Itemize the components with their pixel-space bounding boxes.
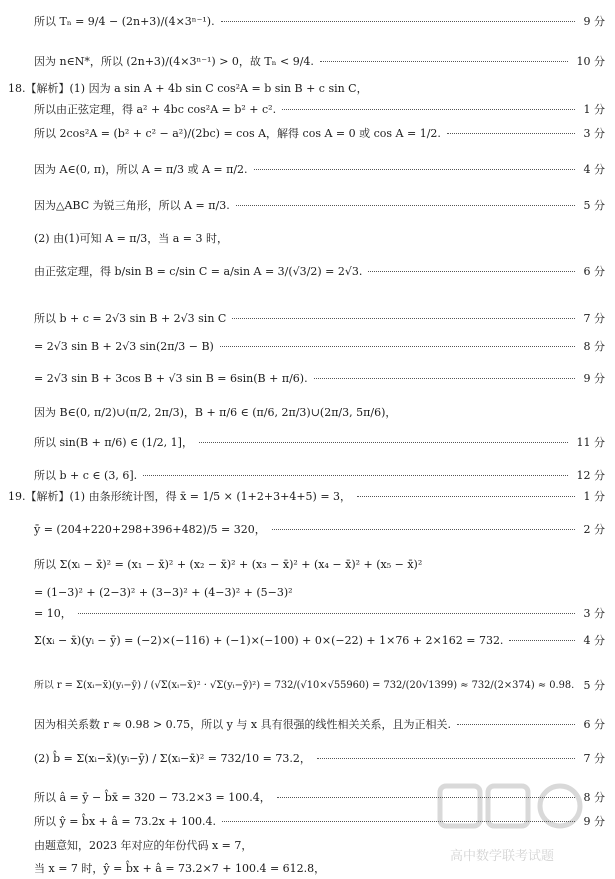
dot-leader bbox=[317, 758, 575, 759]
dot-leader bbox=[221, 21, 575, 22]
score-mark: 8 分 bbox=[583, 340, 605, 353]
line-text: (2) 由(1)可知 A = π/3，当 a = 3 时， bbox=[34, 232, 229, 245]
score-mark: 6 分 bbox=[583, 265, 605, 278]
line-text: = (1−3)² + (2−3)² + (3−3)² + (4−3)² + (5−3)² bbox=[34, 586, 293, 599]
dot-leader bbox=[78, 613, 575, 614]
score-mark: 3 分 bbox=[583, 127, 605, 140]
line-text: 因为 B∈(0, π/2)∪(π/2, 2π/3)，B + π/6 ∈ (π/6, 2π/3)∪(2π/3, 5π/6)， bbox=[34, 406, 397, 419]
solution-line bbox=[0, 369, 615, 389]
solution-line bbox=[0, 520, 615, 540]
dot-leader bbox=[457, 724, 575, 725]
line-text: 所以 sin(B + π/6) ∈ (1/2, 1]， bbox=[34, 436, 193, 449]
solution-line bbox=[0, 403, 615, 423]
solution-line bbox=[0, 12, 615, 32]
dot-leader bbox=[199, 442, 568, 443]
line-text: 由题意知，2023 年对应的年份代码 x = 7， bbox=[34, 839, 253, 852]
dot-leader bbox=[282, 109, 575, 110]
score-mark: 6 分 bbox=[583, 718, 605, 731]
score-mark: 5 分 bbox=[583, 679, 605, 692]
solution-line bbox=[0, 79, 615, 99]
line-text: 所以 â = ȳ − b̂x̄ = 320 − 73.2×3 = 100.4， bbox=[34, 791, 271, 804]
watermark-text: 高中数学联考试题 bbox=[450, 849, 555, 864]
solution-line bbox=[0, 487, 615, 507]
score-mark: 9 分 bbox=[583, 815, 605, 828]
solution-line bbox=[0, 583, 615, 603]
line-text: 所以 b + c ∈ (3, 6]. bbox=[34, 469, 138, 482]
line-text: = 2√3 sin B + 2√3 sin(2π/3 − B) bbox=[34, 340, 214, 353]
line-text: 由正弦定理，得 b/sin B = c/sin C = a/sin A = 3/(√3/2) = 2√3. bbox=[34, 265, 363, 278]
dot-leader bbox=[357, 496, 575, 497]
solution-line bbox=[0, 262, 615, 282]
score-mark: 9 分 bbox=[583, 372, 605, 385]
line-text: 所以 b + c = 2√3 sin B + 2√3 sin C bbox=[34, 312, 227, 325]
solution-line bbox=[0, 196, 615, 216]
solution-line bbox=[0, 309, 615, 329]
line-text: 19.【解析】(1) 由条形统计图，得 x̄ = 1/5 × (1+2+3+4+5) = 3， bbox=[8, 490, 352, 503]
line-text: 因为 A∈(0, π)，所以 A = π/3 或 A = π/2. bbox=[34, 163, 248, 176]
line-text: 所以 2cos²A = (b² + c² − a²)/(2bc) = cos A，解得 cos A = 0 或 cos A = 1/2. bbox=[34, 127, 441, 140]
line-text: 所以 Σ(xᵢ − x̄)² = (x₁ − x̄)² + (x₂ − x̄)² + (x₃ − x̄)² + (x₄ − x̄)² + (x₅ − x̄)² bbox=[34, 558, 423, 571]
line-text: = 10， bbox=[34, 607, 72, 620]
solution-line bbox=[0, 124, 615, 144]
score-mark: 9 分 bbox=[583, 15, 605, 28]
solution-line bbox=[0, 466, 615, 486]
line-text: 所以 r = Σ(xᵢ−x̄)(yᵢ−ȳ) / (√Σ(xᵢ−x̄)² · √Σ(yᵢ−ȳ)²) = 732/(√10×√55960) = 732/(20√1399) ≈ 732/(2×374) ≈ 0.98. bbox=[34, 680, 575, 691]
line-text: 因为相关系数 r ≈ 0.98 > 0.75，所以 y 与 x 具有很强的线性相关关系，且为正相关. bbox=[34, 718, 452, 731]
solution-line bbox=[0, 676, 615, 696]
solution-line bbox=[0, 749, 615, 769]
solution-line bbox=[0, 631, 615, 651]
watermark-logo bbox=[430, 778, 610, 878]
dot-leader bbox=[232, 318, 575, 319]
line-text: = 2√3 sin B + 3cos B + √3 sin B = 6sin(B + π/6). bbox=[34, 372, 308, 385]
line-text: 所以 Tₙ = 9/4 − (2n+3)/(4×3ⁿ⁻¹). bbox=[34, 15, 215, 28]
solution-line bbox=[0, 100, 615, 120]
dot-leader bbox=[236, 205, 575, 206]
dot-leader bbox=[143, 475, 568, 476]
dot-leader bbox=[320, 61, 568, 62]
line-text: 所以 ŷ = b̂x + â = 73.2x + 100.4. bbox=[34, 815, 217, 828]
dot-leader bbox=[220, 346, 575, 347]
score-mark: 4 分 bbox=[583, 634, 605, 647]
line-text: 当 x = 7 时，ŷ = b̂x + â = 73.2×7 + 100.4 = 612.8， bbox=[34, 862, 326, 875]
score-mark: 11 分 bbox=[576, 436, 605, 449]
line-text: Σ(xᵢ − x̄)(yᵢ − ȳ) = (−2)×(−116) + (−1)×(−100) + 0×(−22) + 1×76 + 2×162 = 732. bbox=[34, 634, 504, 647]
dot-leader bbox=[509, 640, 575, 641]
dot-leader bbox=[254, 169, 575, 170]
line-text: 因为 n∈N*，所以 (2n+3)/(4×3ⁿ⁻¹) > 0，故 Tₙ < 9/4. bbox=[34, 55, 314, 68]
solution-line bbox=[0, 715, 615, 735]
solution-line bbox=[0, 52, 615, 72]
solution-line bbox=[0, 433, 615, 453]
score-mark: 1 分 bbox=[583, 490, 605, 503]
solution-line bbox=[0, 604, 615, 624]
line-text: 所以由正弦定理，得 a² + 4bc cos²A = b² + c². bbox=[34, 103, 277, 116]
score-mark: 5 分 bbox=[583, 199, 605, 212]
solution-line bbox=[0, 555, 615, 575]
solution-line bbox=[0, 160, 615, 180]
line-text: ȳ = (204+220+298+396+482)/5 = 320， bbox=[34, 523, 266, 536]
dot-leader bbox=[447, 133, 575, 134]
score-mark: 7 分 bbox=[583, 752, 605, 765]
score-mark: 2 分 bbox=[583, 523, 605, 536]
line-text: 因为△ABC 为锐三角形，所以 A = π/3. bbox=[34, 199, 230, 212]
solution-line bbox=[0, 337, 615, 357]
dot-leader bbox=[272, 529, 575, 530]
score-mark: 4 分 bbox=[583, 163, 605, 176]
solution-line bbox=[0, 229, 615, 249]
score-mark: 10 分 bbox=[576, 55, 605, 68]
score-mark: 8 分 bbox=[583, 791, 605, 804]
score-mark: 1 分 bbox=[583, 103, 605, 116]
score-mark: 7 分 bbox=[583, 312, 605, 325]
score-mark: 3 分 bbox=[583, 607, 605, 620]
line-text: (2) b̂ = Σ(xᵢ−x̄)(yᵢ−ȳ) / Σ(xᵢ−x̄)² = 732/10 = 73.2， bbox=[34, 752, 311, 765]
dot-leader bbox=[314, 378, 575, 379]
line-text: 18.【解析】(1) 因为 a sin A + 4b sin C cos²A = b sin B + c sin C， bbox=[8, 82, 368, 95]
score-mark: 12 分 bbox=[576, 469, 605, 482]
dot-leader bbox=[368, 271, 575, 272]
